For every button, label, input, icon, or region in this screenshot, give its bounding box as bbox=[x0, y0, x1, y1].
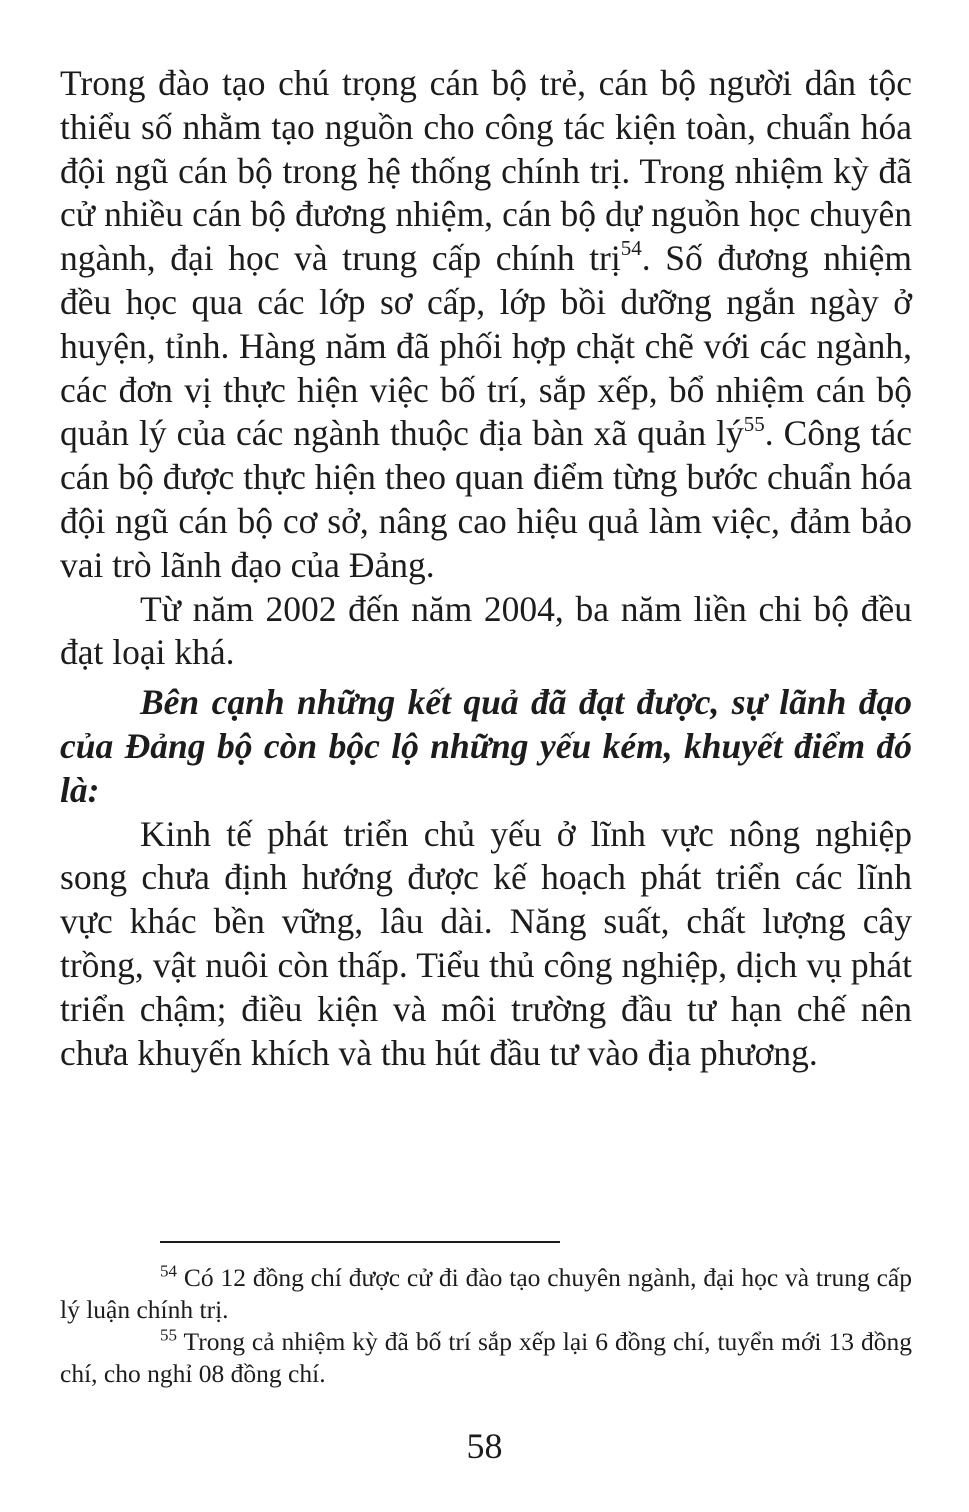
page-number: 58 bbox=[466, 1426, 503, 1466]
footnote-reference-55[interactable]: 55 bbox=[743, 411, 765, 436]
footnote-divider bbox=[160, 1241, 560, 1243]
paragraph-text: . Số đương nhiệm đều học qua các lớp sơ cấp, lớp bồi dưỡng ngắn ngày ở huyện, tỉnh. Hàng năm đã phối hợp chặt chẽ với các ngành, các đơn vị thực hiện việc bố trí, sắp xếp, bổ nhiệm cán bộ quản lý của các ngành thuộc địa bàn xã quản lý bbox=[60, 238, 912, 454]
paragraph-cadre-training bbox=[60, 62, 912, 588]
paragraph-economic-weaknesses: Kinh tế phát triển chủ yếu ở lĩnh vực nông nghiệp song chưa định hướng được kế hoạch phát triển các lĩnh vực khác bền vững, lâu dài. Năng suất, chất lượng cây trồng, vật nuôi còn thấp. Tiểu thủ công nghiệp, dịch vụ phát triển chậm; điều kiện và môi trường đầu tư hạn chế nên chưa khuyến khích và thu hút đầu tư vào địa phương. bbox=[60, 813, 912, 1073]
footnote-55 bbox=[60, 1326, 912, 1390]
page-body bbox=[60, 62, 912, 1075]
paragraph-text: Trong đào tạo chú trọng cán bộ trẻ, cán bộ người dân tộc thiểu số nhằm tạo nguồn cho công tác kiện toàn, chuẩn hóa đội ngũ cán bộ trong hệ thống chính trị. Trong nhiệm kỳ đã cử nhiều cán bộ đương nhiệm, cán bộ dự nguồn học chuyên ngành, đại học và trung cấp chính trị bbox=[60, 63, 912, 279]
paragraph-party-cell-rating: Từ năm 2002 đến năm 2004, ba năm liền chi bộ đều đạt loại khá. bbox=[60, 588, 912, 673]
footnote-number: 54 bbox=[160, 1261, 177, 1281]
footnote-text: Có 12 đồng chí được cử đi đào tạo chuyên ngành, đại học và trung cấp lý luận chính trị. bbox=[60, 1263, 912, 1324]
footnote-54 bbox=[60, 1262, 912, 1326]
footnotes bbox=[60, 1262, 912, 1390]
footnote-text: Trong cả nhiệm kỳ đã bố trí sắp xếp lại 6 đồng chí, tuyển mới 13 đồng chí, cho nghỉ 08 đồng chí. bbox=[60, 1327, 912, 1388]
footnote-number: 55 bbox=[160, 1325, 177, 1345]
section-heading-weaknesses: Bên cạnh những kết quả đã đạt được, sự lãnh đạo của Đảng bộ còn bộc lộ những yếu kém, khuyết điểm đó là: bbox=[60, 682, 912, 810]
footnote-reference-54[interactable]: 54 bbox=[620, 236, 642, 261]
paragraph-text: . Công tác cán bộ được thực hiện theo quan điểm từng bước chuẩn hóa đội ngũ cán bộ cơ sở, nâng cao hiệu quả làm việc, đảm bảo vai trò lãnh đạo của Đảng. bbox=[60, 413, 912, 585]
